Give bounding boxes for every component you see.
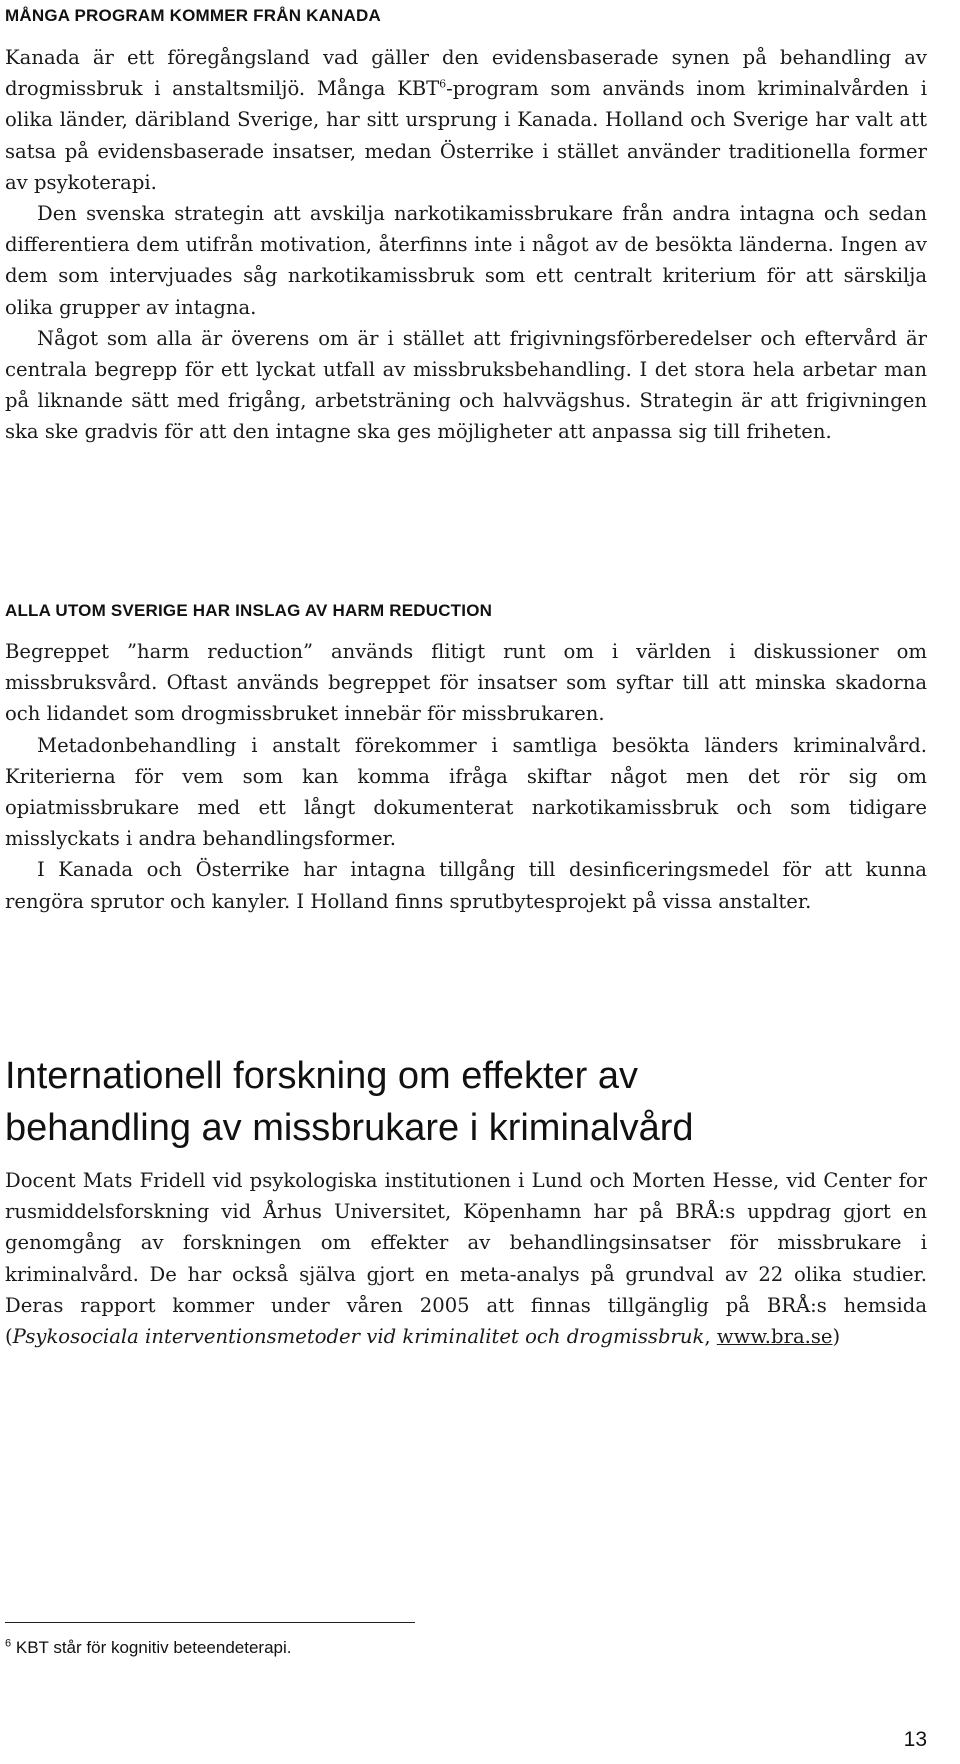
section-body-harm-reduction bbox=[5, 636, 927, 917]
paragraph-text: -program som används inom kriminalvården i olika länder, däribland Sverige, har sitt ursprung i Kanada. Holland och Sverige har valt att satsa på evidensbaserade insatser, medan Österrike i stället använder traditionella former av psykoterapi. bbox=[5, 77, 927, 194]
research-heading-line: behandling av missbrukare i kriminalvård bbox=[5, 1107, 694, 1149]
section-body-canada bbox=[5, 42, 927, 448]
section-heading-harm-reduction: ALLA UTOM SVERIGE HAR INSLAG AV HARM REDUCTION bbox=[5, 601, 493, 620]
footnote-divider bbox=[5, 1622, 415, 1623]
paragraph: Begreppet ”harm reduction” används flitigt runt om i världen i diskussioner om missbruksvård. Oftast används begreppet för insatser som syftar till att minska skadorna och lidandet som drogmissbruket innebär för missbrukaren. bbox=[5, 640, 927, 726]
website-link[interactable]: www.bra.se bbox=[716, 1325, 833, 1349]
footnote-reference: 6 bbox=[439, 77, 447, 91]
paragraph-text: , bbox=[704, 1325, 717, 1349]
research-heading bbox=[5, 1050, 694, 1154]
footnote bbox=[5, 1638, 291, 1658]
paragraph: Den svenska strategin att avskilja narkotikamissbrukare från andra intagna och sedan differentiera dem utifrån motivation, återfinns inte i något av de besökta länderna. Ingen av dem som intervjuades såg narkotikamissbruk som ett centralt kriterium för att särskilja olika grupper av intagna. bbox=[5, 202, 927, 319]
research-heading-line: Internationell forskning om effekter av bbox=[5, 1055, 638, 1097]
paragraph: Metadonbehandling i anstalt förekommer i samtliga besökta länders kriminalvård. Kriterierna för vem som kan komma ifråga skiftar något men det rör sig om opiatmissbrukare med ett långt dokumenterat narkotikamissbruk och som tidigare misslyckats i andra behandlingsformer. bbox=[5, 733, 927, 851]
paragraph-text: Kanada är ett föregångsland vad gäller den evidensbaserade synen på behandling av drogmissbruk i anstaltsmiljö. Många KBT bbox=[5, 46, 927, 101]
paragraph-text: ) bbox=[832, 1325, 841, 1349]
report-title: Psykosociala interventionsmetoder vid kriminalitet och drogmissbruk bbox=[12, 1325, 705, 1349]
section-heading-canada: MÅNGA PROGRAM KOMMER FRÅN KANADA bbox=[5, 6, 381, 25]
paragraph: I Kanada och Österrike har intagna tillgång till desinficeringsmedel för att kunna rengöra sprutor och kanyler. I Holland finns sprutbytesprojekt på vissa anstalter. bbox=[5, 858, 927, 913]
paragraph bbox=[5, 1165, 927, 1352]
paragraph: Något som alla är överens om är i stället att frigivningsförberedelser och eftervård är centrala begrepp för ett lyckat utfall av missbruksbehandling. I det stora hela arbetar man på liknande sätt med frigång, arbetsträning och halvvägshus. Strategin är att frigivningen ska ske gradvis för att den intagne ska ges möjligheter att anpassa sig till friheten. bbox=[5, 326, 927, 444]
paragraph bbox=[5, 42, 927, 198]
footnote-text: KBT står för kognitiv beteendeterapi. bbox=[15, 1638, 292, 1657]
page-number: 13 bbox=[903, 1728, 927, 1751]
section-body-research bbox=[5, 1165, 927, 1352]
footnote-number: 6 bbox=[5, 1637, 12, 1650]
paragraph-text: Docent Mats Fridell vid psykologiska institutionen i Lund och Morten Hesse, vid Center for rusmiddelsforskning vid Århus Universitet, Köpenhamn har på BRÅ:s uppdrag gjort en genomgång av forskningen om effekter av behandlingsinsatser för missbrukare i kriminalvård. De har också själva gjort en meta-analys på grundval av 22 olika studier. Deras rapport kommer under våren 2005 att finnas tillgänglig på BRÅ:s hemsida ( bbox=[5, 1169, 927, 1349]
